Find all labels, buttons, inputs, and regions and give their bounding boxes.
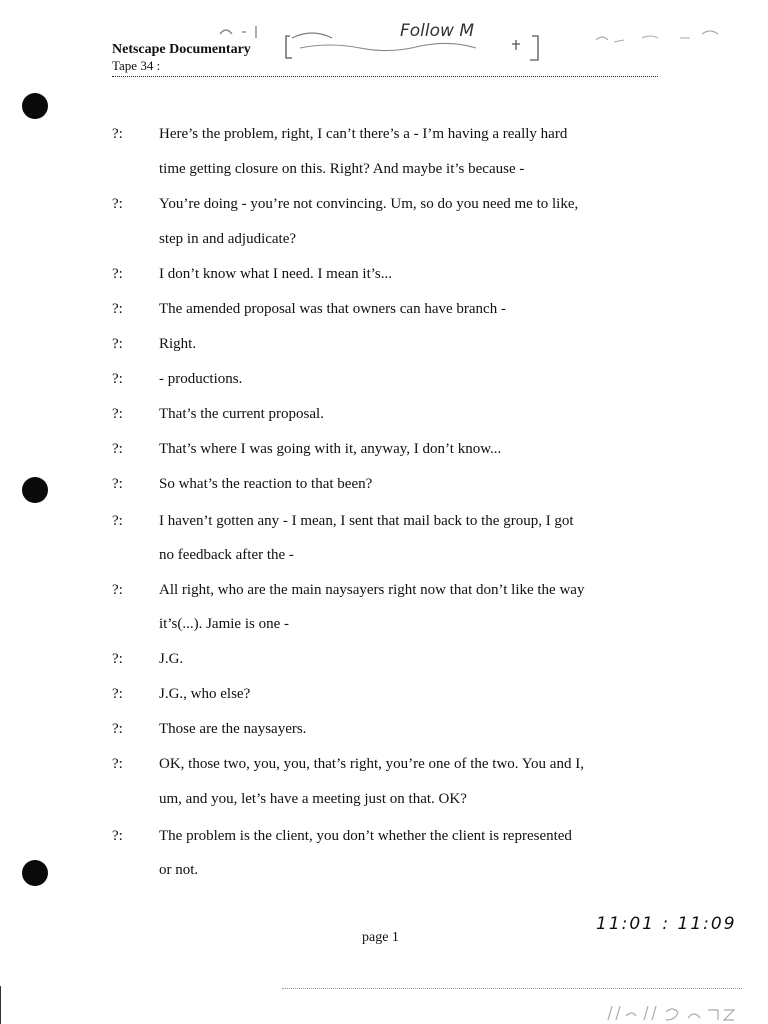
transcript-line: um, and you, let’s have a meeting just on that. OK?	[159, 791, 467, 807]
speaker-label: ?:	[112, 371, 123, 387]
speaker-label: ?:	[112, 756, 123, 772]
transcript-line: or not.	[159, 862, 199, 878]
transcript-line: J.G.	[159, 651, 184, 667]
document-title: Netscape Documentary	[112, 42, 251, 57]
speaker-label: ?:	[112, 513, 123, 529]
speaker-label: ?:	[112, 336, 123, 352]
transcript-line: Right.	[159, 336, 197, 352]
transcript-line: Those are the naysayers.	[159, 721, 307, 737]
page-number: page 1	[362, 930, 399, 945]
handwritten-annotation	[212, 12, 760, 62]
transcript-line: I don’t know what I need. I mean it’s...	[159, 266, 393, 282]
speaker-label: ?:	[112, 301, 123, 317]
transcript-line: So what’s the reaction to that been?	[159, 476, 373, 492]
bottom-rule	[282, 988, 742, 989]
transcript-line: time getting closure on this. Right? And maybe it’s because -	[159, 161, 525, 177]
transcript-line: it’s(...). Jamie is one -	[159, 616, 289, 632]
speaker-label: ?:	[112, 686, 123, 702]
speaker-label: ?:	[112, 266, 123, 282]
tape-label: Tape 34 :	[112, 58, 161, 73]
speaker-label: ?:	[112, 828, 123, 844]
speaker-label: ?:	[112, 721, 123, 737]
speaker-label: ?:	[112, 196, 123, 212]
transcript-line: The problem is the client, you don’t whether the client is represented	[159, 828, 572, 844]
punch-hole	[22, 477, 48, 503]
speaker-label: ?:	[112, 126, 123, 142]
transcript-line: I haven’t gotten any - I mean, I sent that mail back to the group, I got	[159, 513, 574, 529]
speaker-label: ?:	[112, 476, 123, 492]
transcript-line: Here’s the problem, right, I can’t there’s a - I’m having a really hard	[159, 126, 568, 142]
speaker-label: ?:	[112, 651, 123, 667]
transcript-line: You’re doing - you’re not convincing. Um, so do you need me to like,	[159, 196, 579, 212]
speaker-label: ?:	[112, 582, 123, 598]
header-rule	[112, 76, 658, 77]
faint-handwritten-mark	[604, 1002, 744, 1024]
transcript-line: The amended proposal was that owners can have branch -	[159, 301, 506, 317]
handwritten-time-range: 11:01 : 11:09	[596, 914, 737, 934]
edge-mark	[0, 986, 1, 1024]
punch-hole	[22, 860, 48, 886]
transcript-line: All right, who are the main naysayers right now that don’t like the way	[159, 582, 585, 598]
transcript-line: no feedback after the -	[159, 547, 294, 563]
transcript-line: That’s where I was going with it, anyway, I don’t know...	[159, 441, 502, 457]
punch-hole	[22, 93, 48, 119]
transcript-line: That’s the current proposal.	[159, 406, 324, 422]
transcript-line: - productions.	[159, 371, 243, 387]
speaker-label: ?:	[112, 406, 123, 422]
transcript-line: J.G., who else?	[159, 686, 251, 702]
transcript-line: step in and adjudicate?	[159, 231, 297, 247]
speaker-label: ?:	[112, 441, 123, 457]
transcript-line: OK, those two, you, you, that’s right, you’re one of the two. You and I,	[159, 756, 584, 772]
svg-text:Follow M: Follow M	[400, 21, 475, 41]
